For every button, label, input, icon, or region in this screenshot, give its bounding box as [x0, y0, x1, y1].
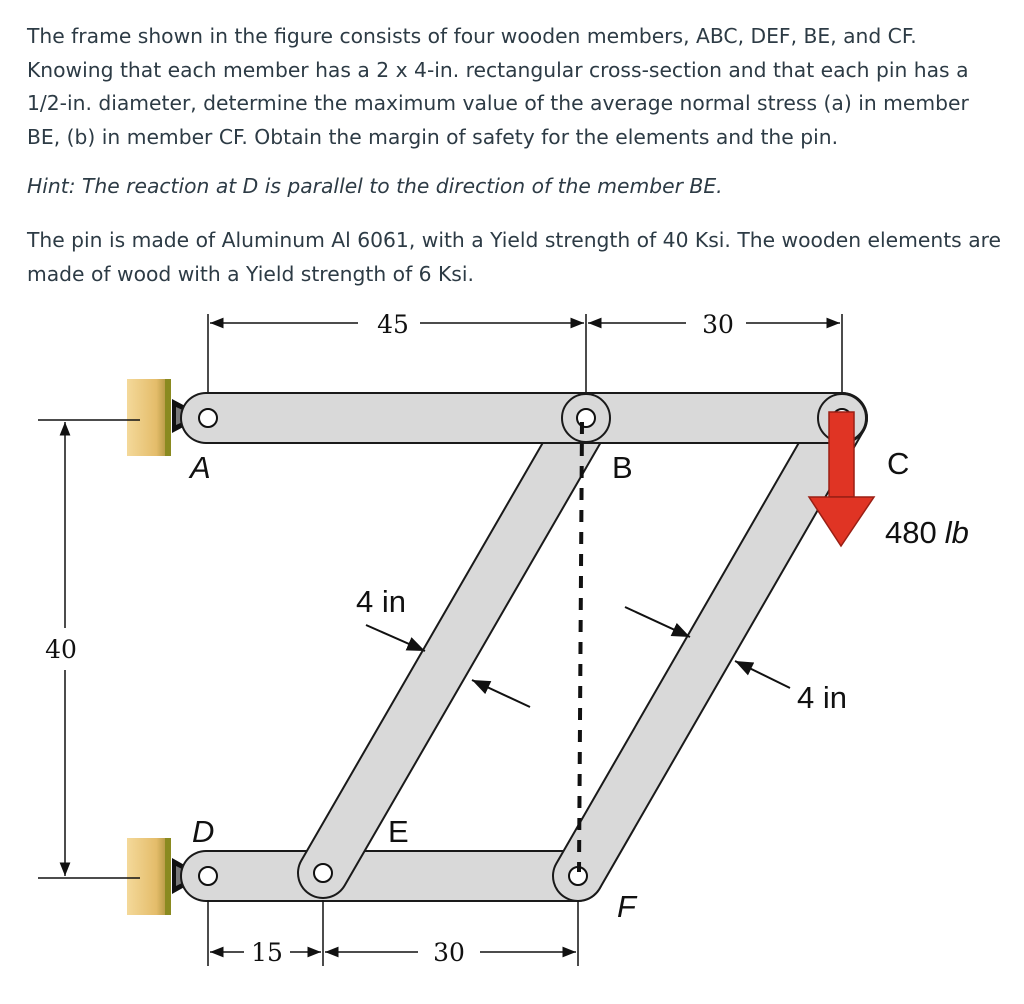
- pin-a: [199, 409, 217, 427]
- pin-d: [199, 867, 217, 885]
- problem-statement: The frame shown in the figure consists of four wooden members, ABC, DEF, BE, and CF. Knowing that each member has a 2 x 4-in. rectangular cross-section and that each pin has a 1/2-in. diameter, determine the maximum value of the average normal stress (a) in member BE, (b) in member CF. Obtain the margin of safety for the elements and the pin.: [27, 24, 969, 149]
- label-b: B: [612, 450, 633, 485]
- material-text: The pin is made of Aluminum Al 6061, with a Yield strength of 40 Ksi. The wooden elements are made of wood with a Yield strength of 6 Ksi.: [27, 228, 1001, 286]
- member-abc: [206, 394, 866, 442]
- member-be: [323, 418, 586, 873]
- dim-bottom-left: 15: [251, 938, 283, 967]
- dim-top-left: 45: [377, 310, 409, 339]
- width-label-right: 4 in: [797, 680, 847, 715]
- dim-top-right: 30: [702, 310, 734, 339]
- width-label-left: 4 in: [356, 584, 406, 619]
- label-e: E: [388, 814, 409, 849]
- dim-bottom-right: 30: [433, 938, 465, 967]
- load-unit: lb: [944, 515, 969, 550]
- label-c: C: [887, 446, 910, 481]
- hint-text: Hint: The reaction at D is parallel to the direction of the member BE.: [27, 174, 723, 198]
- label-f: F: [617, 889, 636, 924]
- pin-e: [314, 864, 332, 882]
- load-value: 480: [885, 515, 937, 550]
- dim-vertical: 40: [45, 635, 77, 664]
- dimension-top: [208, 314, 842, 392]
- member-cf: [578, 418, 842, 876]
- load-label: [885, 515, 969, 550]
- label-d: D: [192, 814, 215, 849]
- dashed-line-bf: [579, 422, 582, 872]
- label-a: A: [190, 450, 211, 485]
- pin-b: [577, 409, 595, 427]
